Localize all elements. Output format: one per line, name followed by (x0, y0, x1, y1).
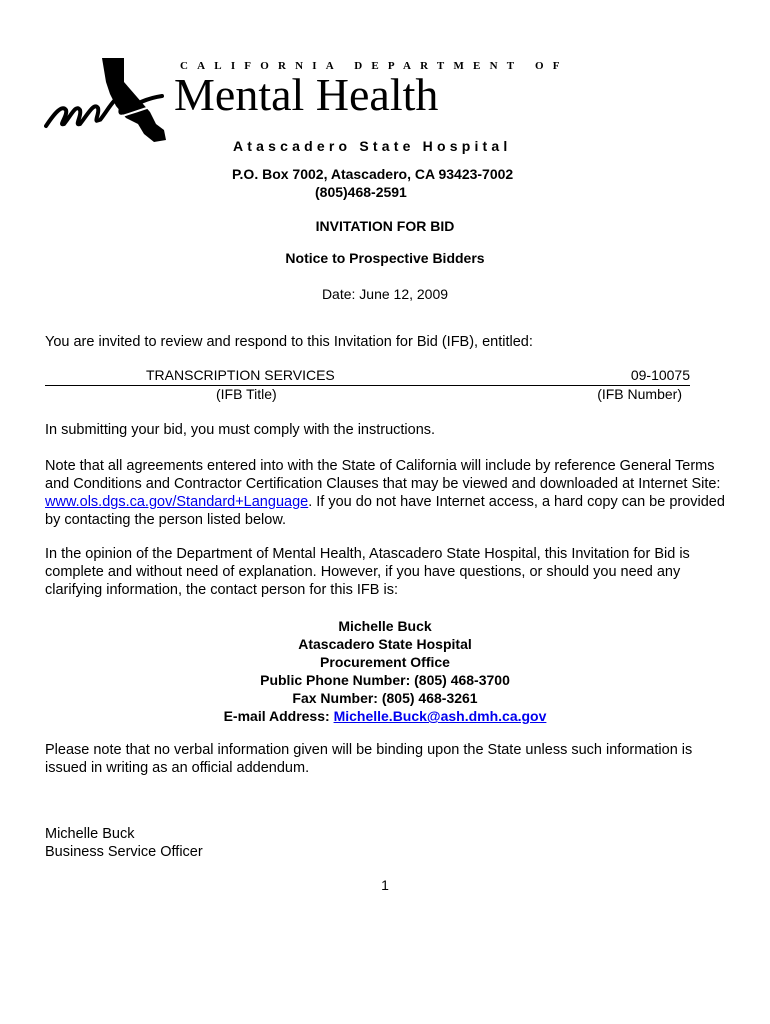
opinion-paragraph: In the opinion of the Department of Mental Health, Atascadero State Hospital, this Invitation for Bid is complete and without need of explanation. However, if you have questions, or should you need any clarifying information, the contact person for this IFB is: (45, 546, 690, 598)
contact-organization: Atascadero State Hospital (298, 636, 472, 652)
hospital-phone: (805)468-2591 (315, 184, 407, 200)
contact-email-line (0, 707, 770, 725)
signature-title: Business Service Officer (45, 844, 203, 860)
hospital-address: P.O. Box 7002, Atascadero, CA 93423-7002 (232, 166, 514, 182)
ifb-caption-row (45, 386, 690, 404)
ifb-title-row (45, 367, 690, 386)
contact-block (0, 617, 770, 725)
california-map-logo-icon (44, 54, 184, 154)
contact-email-label: E-mail Address: (223, 708, 334, 724)
intro-paragraph: You are invited to review and respond to this Invitation for Bid (IFB), entitled: (45, 334, 533, 350)
document-subtitle: Notice to Prospective Bidders (285, 250, 485, 266)
department-line: CALIFORNIA DEPARTMENT OF (180, 60, 569, 72)
ifb-number: 09-10075 (630, 367, 690, 383)
hospital-name: Atascadero State Hospital (233, 138, 512, 154)
contact-office: Procurement Office (320, 654, 450, 670)
document-date: Date: June 12, 2009 (321, 286, 449, 302)
page-number: 1 (381, 877, 389, 893)
department-name: Mental Health (174, 69, 439, 120)
ifb-title-caption: (IFB Title) (216, 386, 277, 402)
note-paragraph (45, 457, 730, 529)
contact-email-link[interactable]: Michelle.Buck@ash.dmh.ca.gov (333, 708, 547, 724)
ifb-title: TRANSCRIPTION SERVICES (146, 367, 335, 383)
verbal-paragraph: Please note that no verbal information given will be binding upon the State unless such information is issued in writing as an official addendum. (45, 742, 693, 776)
signature-name: Michelle Buck (45, 826, 135, 842)
document-title: INVITATION FOR BID (315, 218, 455, 234)
contact-phone: Public Phone Number: (805) 468-3700 (260, 672, 510, 688)
note-text-start: Note that all agreements entered into with the State of California will include by reference General Terms and Conditions and Contractor Certification Clauses that may be viewed and downloaded at Internet Site: (45, 458, 721, 492)
comply-paragraph: In submitting your bid, you must comply with the instructions. (45, 422, 436, 438)
standard-language-link[interactable]: www.ols.dgs.ca.gov/Standard+Language (45, 494, 309, 510)
contact-fax: Fax Number: (805) 468-3261 (292, 690, 478, 706)
contact-name: Michelle Buck (338, 618, 432, 634)
note-text-end: . If you do not have Internet access, a hard copy can be provided by contacting the person listed below. (45, 494, 725, 528)
ifb-number-caption: (IFB Number) (597, 386, 682, 402)
